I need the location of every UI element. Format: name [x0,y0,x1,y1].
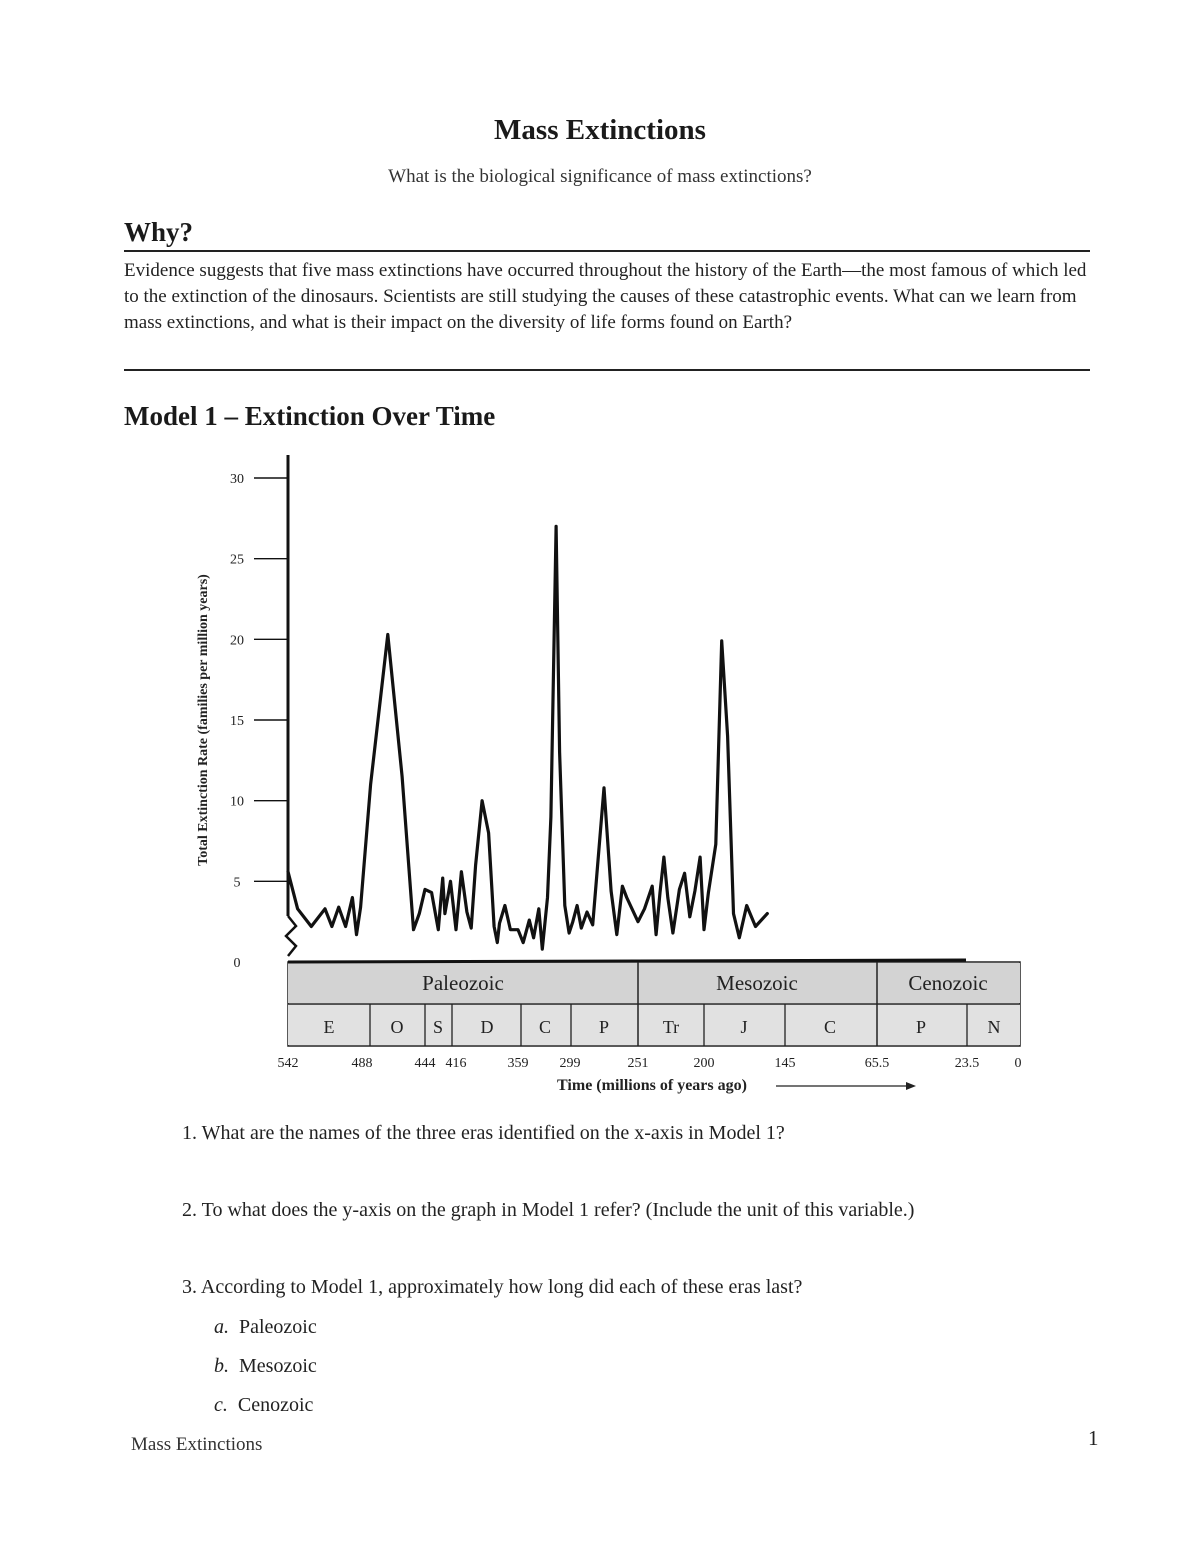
arrowhead-icon [906,1082,916,1090]
question-number: 1. [182,1122,197,1144]
subitem-text: Cenozoic [237,1394,314,1416]
period-label: Tr [662,1017,680,1037]
y-tick-label: 15 [230,714,244,729]
x-tick-label: 0 [1014,1056,1022,1071]
period-label: C [823,1017,837,1037]
period-label: P [915,1017,927,1037]
question-1 [182,1122,785,1145]
period-label: D [480,1017,494,1037]
x-axis-label: Time (millions of years ago) [557,1077,747,1094]
axis-break [286,916,296,956]
subitem-b [214,1355,317,1378]
subitem-text: Mesozoic [239,1355,317,1377]
question-text: According to Model 1, approximately how long did each of these eras last? [200,1276,803,1298]
y-axis-ticks [230,472,288,971]
page-title: Mass Extinctions [494,114,706,146]
period-label: O [390,1017,404,1037]
period-label: P [598,1017,610,1037]
era-label-paleozoic: Paleozoic [422,971,504,995]
subitem-letter: a. [214,1316,229,1338]
question-2 [182,1199,914,1222]
period-label: C [538,1017,552,1037]
x-tick-label: 299 [559,1056,581,1071]
subitem-c [214,1394,313,1417]
y-tick-label: 5 [233,875,241,891]
section-divider [124,369,1090,371]
x-tick-label: 23.5 [954,1056,980,1071]
period-label: E [323,1017,335,1037]
x-tick-label: 542 [277,1056,299,1071]
why-heading: Why? [124,217,194,247]
subitem-letter: c. [214,1394,228,1416]
x-tick-label: 359 [507,1056,529,1071]
footer-title: Mass Extinctions [131,1434,263,1455]
model-heading: Model 1 – Extinction Over Time [124,401,496,431]
extinction-rate-line [288,526,767,949]
era-label-cenozoic: Cenozoic [908,971,988,995]
question-number: 3. [182,1276,197,1298]
x-tick-label: 416 [445,1056,467,1071]
question-text: What are the names of the three eras identified on the x-axis in Model 1? [201,1122,785,1144]
y-tick-label: 30 [230,472,244,487]
x-tick-label: 444 [414,1056,436,1071]
y-tick-label: 10 [230,794,244,810]
page-number: 1 [1088,1426,1099,1450]
subitem-text: Paleozoic [239,1316,317,1338]
section-divider [124,250,1090,252]
x-tick-label: 251 [627,1056,649,1071]
x-tick-label: 488 [351,1056,373,1071]
y-tick-label: 20 [230,633,244,649]
page-subtitle: What is the biological significance of mass extinctions? [388,166,812,187]
question-text: To what does the y-axis on the graph in Model 1 refer? (Include the unit of this variable.) [201,1199,915,1221]
subitem-letter: b. [214,1355,229,1377]
y-tick-label: 25 [230,552,244,568]
era-label-mesozoic: Mesozoic [716,971,798,995]
x-tick-label: 145 [774,1056,796,1071]
x-tick-label: 65.5 [864,1056,890,1071]
period-label: J [740,1017,748,1037]
y-axis-label: Total Extinction Rate (families per million years) [196,574,211,866]
y-tick-label: 0 [233,956,241,971]
x-tick-label: 200 [693,1056,715,1071]
period-label: S [432,1017,444,1037]
subitem-a [214,1316,317,1339]
period-label: N [987,1017,1001,1037]
extinction-chart [0,440,1200,1110]
question-3 [182,1276,802,1299]
why-paragraph: Evidence suggests that five mass extinctions have occurred throughout the history of the Earth—the most famous of which led to the extinction of the dinosaurs. Scientists are still studying the causes of these catastrophic events. What can we learn from mass extinctions, and what is their impact on the diversity of life forms found on Earth? [124,260,1087,333]
question-number: 2. [182,1199,197,1221]
